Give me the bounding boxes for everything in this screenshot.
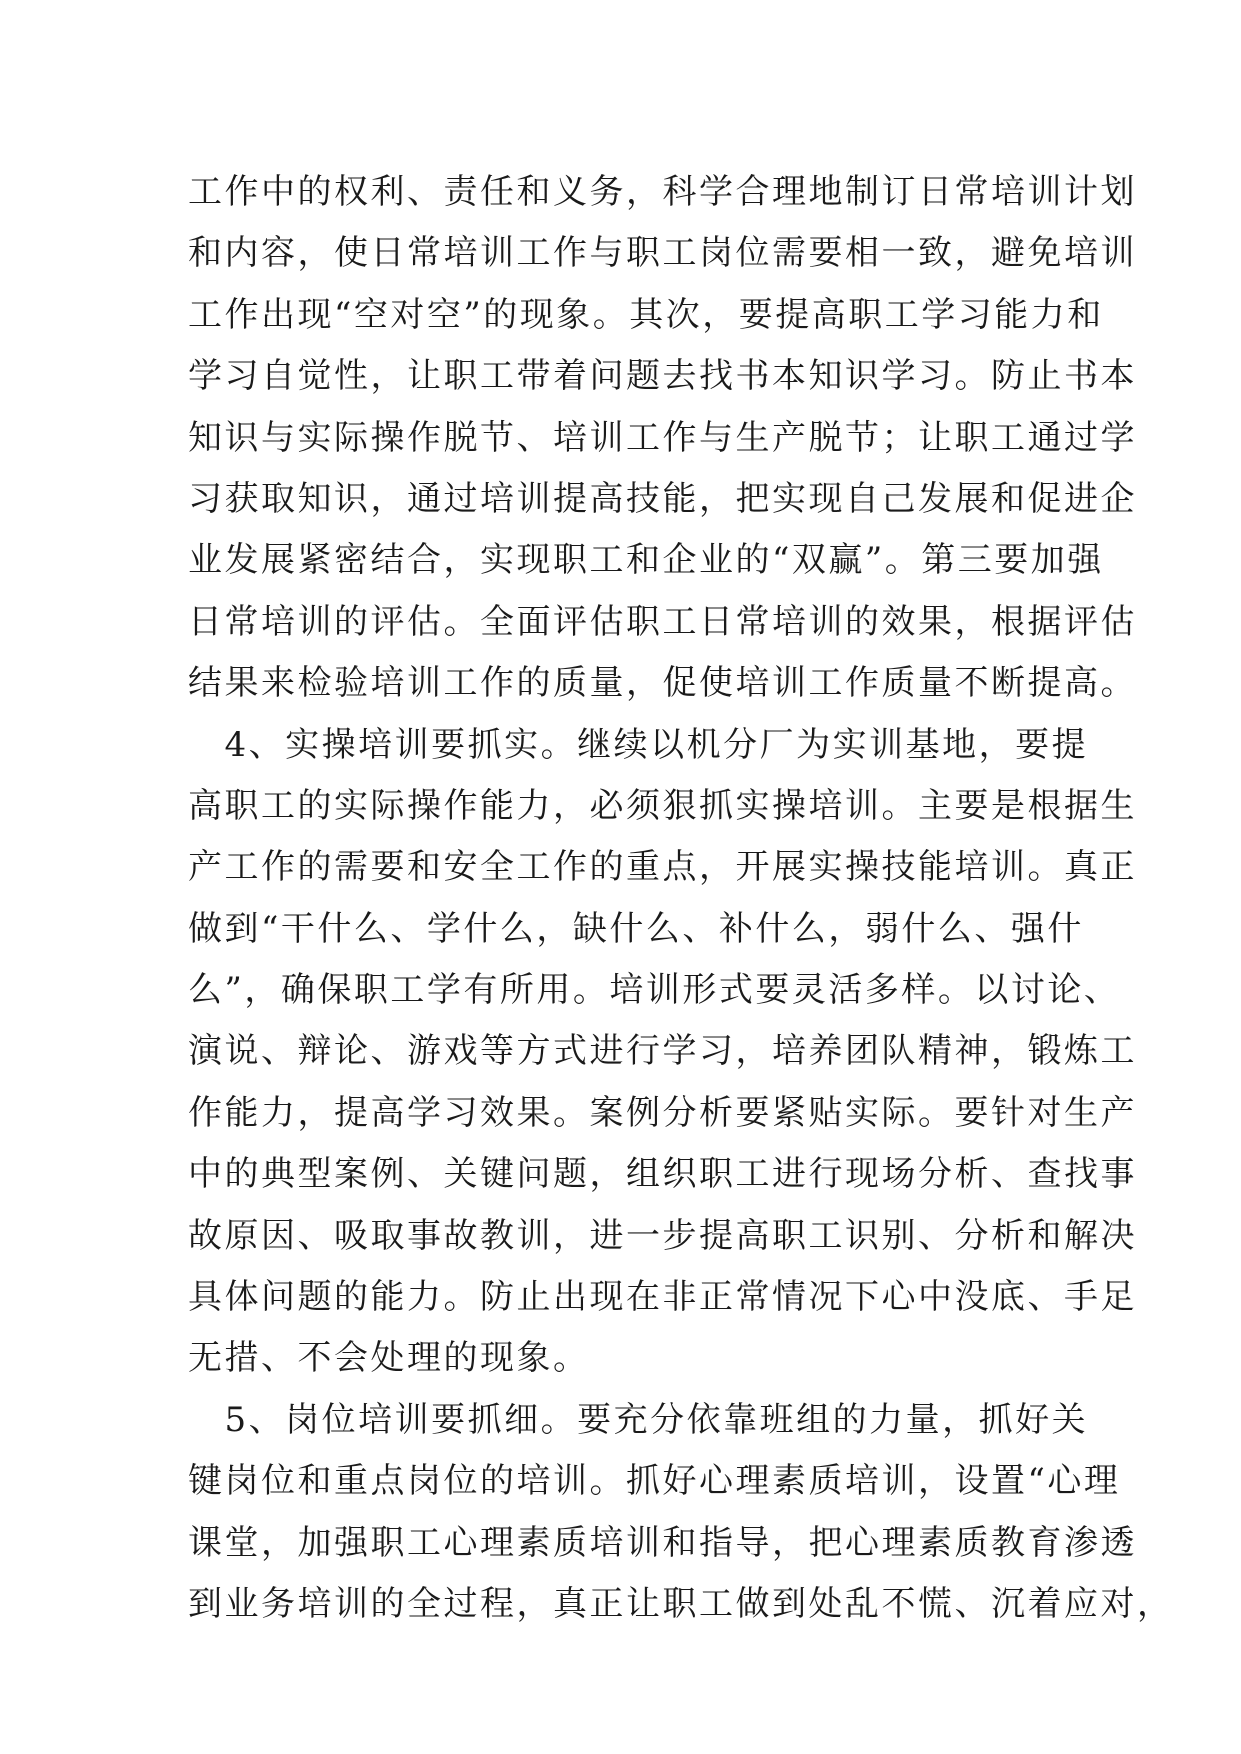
text-line: 结果来检验培训工作的质量，促使培训工作质量不断提高。	[188, 663, 1137, 704]
text-line: 业发展紧密结合，实现职工和企业的“双赢”。第三要加强	[188, 540, 1104, 581]
text-line: 知识与实际操作脱节、培训工作与生产脱节；让职工通过学	[188, 417, 1137, 458]
paragraph-5-start: 5、岗位培训要抓细。要充分依靠班组的力量，抓好关	[188, 1399, 1089, 1440]
text-line: 工作中的权利、责任和义务，科学合理地制订日常培训计划	[188, 172, 1137, 212]
text-line: 作能力，提高学习效果。案例分析要紧贴实际。要针对生产	[188, 1092, 1137, 1133]
text-line: 故原因、吸取事故教训，进一步提高职工识别、分析和解决	[188, 1215, 1137, 1256]
text-line: 产工作的需要和安全工作的重点，开展实操技能培训。真正	[188, 847, 1137, 888]
text-line: 学习自觉性，让职工带着问题去找书本知识学习。防止书本	[188, 356, 1137, 397]
text-line: 工作出现“空对空”的现象。其次，要提高职工学习能力和	[188, 294, 1104, 335]
text-line: 具体问题的能力。防止出现在非正常情况下心中没底、手足	[188, 1277, 1137, 1318]
text-line: 到业务培训的全过程，真正让职工做到处乱不慌、沉着应对，	[188, 1583, 1174, 1624]
text-line: 课堂，加强职工心理素质培训和指导，把心理素质教育渗透	[188, 1522, 1137, 1563]
text-line: 演说、辩论、游戏等方式进行学习，培养团队精神，锻炼工	[188, 1031, 1137, 1072]
paragraph-4-start: 4、实操培训要抓实。继续以机分厂为实训基地，要提	[188, 724, 1089, 765]
text-line: 无措、不会处理的现象。	[188, 1338, 590, 1379]
text-line: 日常培训的评估。全面评估职工日常培训的效果，根据评估	[188, 601, 1137, 642]
text-line: 高职工的实际操作能力，必须狠抓实操培训。主要是根据生	[188, 785, 1137, 826]
text-line: 和内容，使日常培训工作与职工岗位需要相一致，避免培训	[188, 233, 1137, 274]
text-line: 做到“干什么、学什么，缺什么、补什么，弱什么、强什	[188, 908, 1084, 949]
text-line: 习获取知识，通过培训提高技能，把实现自己发展和促进企	[188, 478, 1137, 519]
body-text	[188, 162, 1174, 1635]
text-line: 么”，确保职工学有所用。培训形式要灵活多样。以讨论、	[188, 970, 1121, 1011]
text-line: 键岗位和重点岗位的培训。抓好心理素质培训，设置“心理	[188, 1461, 1121, 1502]
text-line: 中的典型案例、关键问题，组织职工进行现场分析、查找事	[188, 1154, 1137, 1195]
